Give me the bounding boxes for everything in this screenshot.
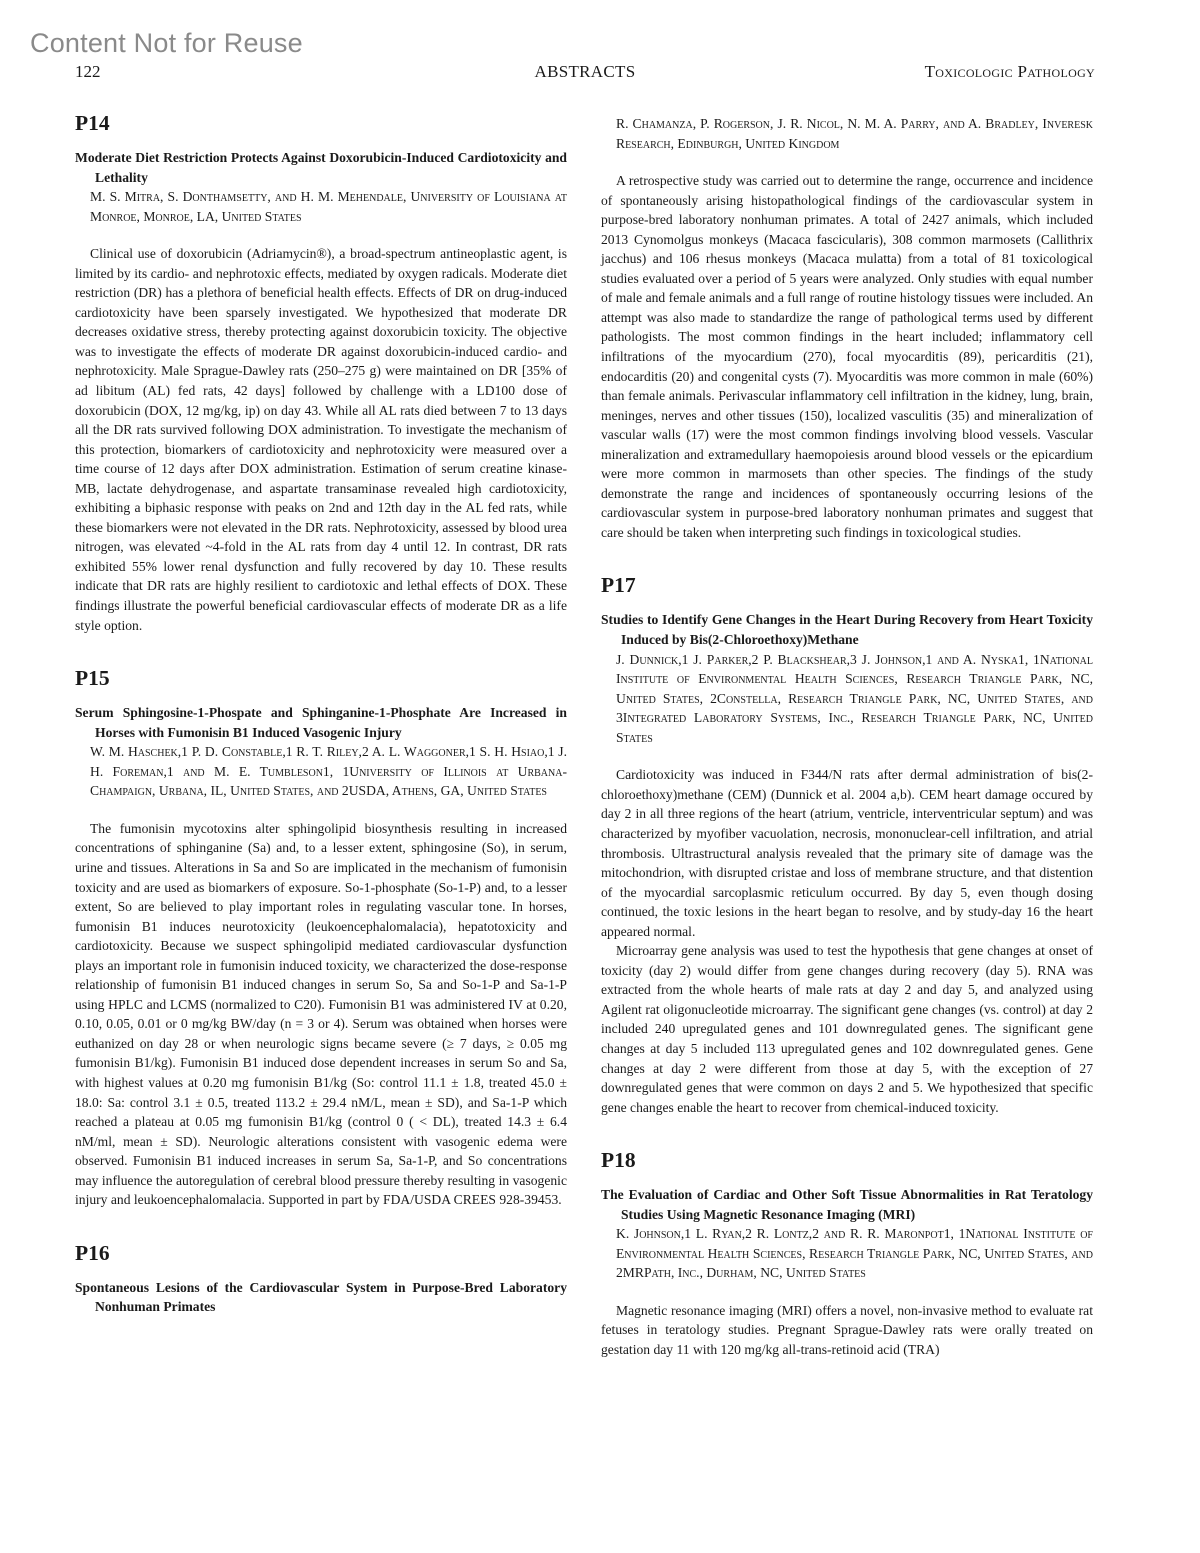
- watermark: Content Not for Reuse: [30, 28, 303, 58]
- abstract-paragraph: Microarray gene analysis was used to test the hypothesis that gene changes at onset of toxicity (day 2) would differ from gene changes during recovery (day 5). RNA was extracted from the whole hearts of male rats at day 2 and day 5, and analyzed using Agilent rat oligonucleotide microarray. The significant gene changes (vs. control) at day 2 included 240 upregulated genes and 101 downregulated genes. The significant gene changes at day 5 included 113 upregulated genes and 102 downregulated genes. Gene changes at day 2 were different from those at day 5, with the exception of 27 downregulated genes that were common on days 2 and 5. We hypothesized that specific gene changes enable the heart to recover from chemical-induced toxicity.: [601, 943, 1093, 1115]
- abstract-title: Studies to Identify Gene Changes in the Heart During Recovery from Heart Toxicity Induced by Bis(2-Chloroethoxy)Methane: [601, 612, 1093, 648]
- abstract-title: Serum Sphingosine-1-Phospate and Sphinganine-1-Phosphate Are Increased in Horses with Fumonisin B1 Induced Vasogenic Injury: [75, 705, 567, 740]
- journal-name: Toxicologic Pathology: [924, 62, 1095, 81]
- running-head: [75, 62, 1095, 86]
- abstract-p16: [75, 1240, 567, 1317]
- section-title: ABSTRACTS: [534, 62, 636, 81]
- abstract-paragraph: A retrospective study was carried out to determine the range, occurrence and incidence of spontaneously arising histopathological findings of the cardiovascular system in purpose-bred laboratory nonhuman primates. A total of 2427 animals, which included 2013 Cynomolgus monkeys (Macaca fascicularis), 308 common marmosets (Callithrix jacchus) and 106 rhesus monkeys (Macaca mulatta) from a total of 81 toxicological studies evaluated over a period of 5 years were analyzed. Only studies with equal number of male and female animals and a full range of routine histology tissues were included. An attempt was also made to standardize the range of pathological terms used by different pathologists. The most common findings in the heart included; inflammatory cell infiltrations of the myocardium (270), focal myocarditis (89), pericarditis (21), endocarditis (20) and congenital cysts (7). Myocarditis was more common in male (60%) than female animals. Perivascular inflammatory cell infiltration in the kidney, lung, brain, meninges, nerves and other tissues (150), localized vasculitis (35) and mineralization of vascular walls (17) were the most common findings involving blood vessels. Vascular mineralization and extramedullary haemopoiesis around blood vessels or the epicardium were more common in marmosets than other species. The findings of the study demonstrate the range and incidences of spontaneously occurring lesions of the cardiovascular system in purpose-bred laboratory nonhuman primates and suggest that care should be taken when interpreting such findings in toxicological studies.: [601, 173, 1093, 540]
- abstract-p14: [75, 110, 567, 635]
- abstract-authors: R. Chamanza, P. Rogerson, J. R. Nicol, N. M. A. Parry, and A. Bradley, Inveresk Research, Edinburgh, United Kingdom: [616, 116, 1093, 151]
- abstract-paragraph: Magnetic resonance imaging (MRI) offers a novel, non-invasive method to evaluate rat fetuses in teratology studies. Pregnant Sprague-Dawley rats were orally treated on gestation day 11 with 120 mg/kg all-trans-retinoid acid (TRA): [601, 1302, 1093, 1357]
- abstract-p17: [601, 572, 1093, 1117]
- left-column: [75, 110, 567, 1317]
- abstract-paragraph: Cardiotoxicity was induced in F344/N rats after dermal administration of bis(2-chloroethoxy)methane (CEM) (Dunnick et al. 2004 a,b). CEM heart damage occured by day 2 in all three regions of the heart (atrium, ventricle, interventricular septum) and was characterized by myofiber vacuolation, necrosis, mononuclear-cell infiltration, and atrial thrombosis. Ultrastructural analysis revealed that the primary site of damage was the mitochondrion, with disrupted cristae and loss of membrane structure, and that distention of the myocardial sarcoplasmic reticulum occurred. By day 5, even though dosing continued, the toxic lesions in the heart began to resolve, and by study-day 16 the heart appeared normal.: [601, 767, 1093, 939]
- abstract-paragraph: Clinical use of doxorubicin (Adriamycin®), a broad-spectrum antineoplastic agent, is limited by its cardio- and nephrotoxic effects, mediated by oxygen radicals. Moderate diet restriction (DR) has a plethora of beneficial health effects. Effects of DR on drug-induced cardiotoxicity have been sparsely investigated. We hypothesized that moderate DR decreases oxidative stress, thereby protecting against doxorubicin toxicity. The objective was to investigate the effects of moderate DR against doxorubicin-induced cardio- and nephrotoxicity. Male Sprague-Dawley rats (250–275 g) were maintained on DR [35% of ad libitum (AL) fed rats, 42 days] followed by challenge with a LD100 dose of doxorubicin (DOX, 12 mg/kg, ip) on day 43. While all AL rats died between 7 to 13 days all the DR rats survived following DOX administration. To investigate the mechanism of this protection, biomarkers of cardiotoxicity and nephrotoxicity were measured over a time course of 12 days after DOX administration. Estimation of serum creatine kinase-MB, lactate dehydrogenase, and aspartate transaminase revealed high cardiotoxicity, exhibiting a biphasic response with peaks on 2nd and 12th day in the AL fed rats, while these biomarkers were not elevated in the DR rats. Nephrotoxicity, assessed by blood urea nitrogen, was elevated ~4-fold in the AL rats from day 4 until 12. In contrast, DR rats exhibited 55% lower renal dysfunction and fully recovered by day 10. These results indicate that DR rats are highly resilient to cardiotoxic and lethal effects of DOX. These findings illustrate the powerful beneficial cardiovascular effects of moderate DR as a life style option.: [75, 246, 567, 633]
- abstract-authors: K. Johnson,1 L. Ryan,2 R. Lontz,2 and R. R. Maronpot1, 1National Institute of Environmental Health Sciences, Research Triangle Park, NC, United States, and 2MRPath, Inc., Durham, NC, United States: [616, 1226, 1093, 1281]
- abstract-body: [601, 765, 1093, 1117]
- abstract-title: Spontaneous Lesions of the Cardiovascular System in Purpose-Bred Laboratory Nonhuman Primates: [75, 1279, 567, 1315]
- abstract-id: P15: [75, 666, 110, 691]
- abstract-title: Moderate Diet Restriction Protects Against Doxorubicin-Induced Cardiotoxicity and Lethality: [75, 150, 567, 185]
- abstract-authors: W. M. Haschek,1 P. D. Constable,1 R. T. Riley,2 A. L. Waggoner,1 S. H. Hsiao,1 J. H. Foreman,1 and M. E. Tumbleson1, 1University of Illinois at Urbana-Champaign, Urbana, IL, United States, and 2USDA, Athens, GA, United States: [90, 744, 567, 799]
- abstract-id: P18: [601, 1148, 636, 1173]
- right-column: [601, 114, 1093, 1360]
- abstract-title: The Evaluation of Cardiac and Other Soft Tissue Abnormalities in Rat Teratology Studies Using Magnetic Resonance Imaging (MRI): [601, 1187, 1093, 1222]
- abstract-body: [75, 819, 567, 1210]
- abstract-id: P14: [75, 111, 110, 135]
- abstract-authors: J. Dunnick,1 J. Parker,2 P. Blackshear,3 J. Johnson,1 and A. Nyska1, 1National Institute of Environmental Health Sciences, Research Triangle Park, NC, United States, 2Constella, Research Triangle Park, NC, United States, and 3Integrated Laboratory Systems, Inc., Research Triangle Park, NC, United States: [616, 651, 1093, 745]
- abstract-body: [601, 171, 1093, 542]
- abstract-p16-continued: [601, 114, 1093, 542]
- page-number: 122: [75, 62, 101, 81]
- abstract-paragraph: The fumonisin mycotoxins alter sphingolipid biosynthesis resulting in increased concentrations of sphinganine (Sa) and, to a lesser extent, sphingosine (So), in serum, urine and tissues. Alterations in Sa and So are implicated in the mechanism of fumonisin toxicity and are used as biomarkers of exposure. So-1-phosphate (So-1-P) and, to a lesser extent, So are believed to play important roles in regulating vascular tone. In horses, fumonisin B1 induces neurotoxicity (leukoencephalomalacia), hepatotoxicity and cardiotoxicity. Because we suspect sphingolipid mediated cardiovascular dysfunction plays an important role in fumonisin induced toxicity, we characterized the dose-response relationship of fumonisin B1 induced changes in serum So, Sa and So-1-P and Sa-1-P using HPLC and LCMS (normalized to C20). Fumonisin B1 was administered IV at 0.20, 0.10, 0.05, 0.01 or 0 mg/kg BW/day (n = 3 or 4). Serum was obtained when horses were euthanized on day 28 or when neurologic signs became severe (≥ 7 days, ≥ 0.05 mg fumonisin B1/kg). Fumonisin B1 induced dose dependent increases in serum So and Sa, with highest values at 0.20 mg fumonisin B1/kg (So: control 11.1 ± 1.8, treated 45.0 ± 18.0: Sa: control 3.1 ± 0.5, treated 113.2 ± 29.4 nM/L, mean ± SD), and Sa-1-P which reached a plateau at 0.05 mg fumonisin B1/kg (control 0 ( < DL), treated 14.3 ± 6.4 nM/ml, mean ± SD). Neurologic alterations consistent with vasogenic edema were observed. Fumonisin B1 induced increases in serum Sa, Sa-1-P, and So concentrations may influence the autoregulation of cerebral blood pressure thereby resulting in vasogenic injury and leukoencephalomalacia. Supported in part by FDA/USDA CREES 928-39453.: [75, 820, 567, 1208]
- abstract-id: P16: [75, 1240, 110, 1265]
- abstract-p18: [601, 1147, 1093, 1359]
- abstract-p15: [75, 665, 567, 1210]
- abstract-body: [601, 1301, 1093, 1360]
- abstract-body: [75, 244, 567, 635]
- abstract-authors: M. S. Mitra, S. Donthamsetty, and H. M. Mehendale, University of Louisiana at Monroe, Monroe, LA, United States: [90, 189, 567, 224]
- abstract-id: P17: [601, 573, 636, 598]
